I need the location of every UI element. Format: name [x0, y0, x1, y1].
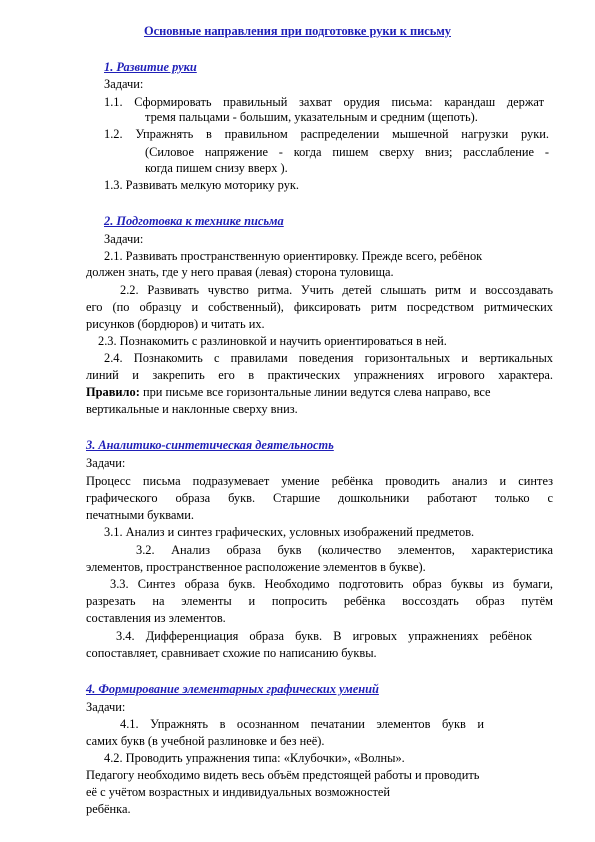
section-1-line: когда пишем снизу вверх ). [145, 161, 288, 175]
page-title: Основные направления при подготовке руки к письму [143, 24, 451, 38]
section-3-tasks-label: Задачи: [86, 456, 126, 470]
section-3-line: печатными буквами. [86, 508, 194, 522]
section-1-line: (Силовое напряжение - когда пишем сверху вниз; расслабление - [145, 145, 549, 159]
section-2-line: должен знать, где у него правая (левая) сторона туловища. [86, 265, 394, 279]
section-2-line: рисунков (бордюров) и читать их. [86, 317, 265, 331]
section-2-line: 2.3. Познакомить с разлиновкой и научить ориентироваться в ней. [98, 334, 447, 348]
section-2-tasks-label: Задачи: [104, 232, 144, 246]
section-4-heading: 4. Формирование элементарных графических умений [86, 682, 379, 696]
section-3-line: элементов, пространственное расположение элементов в букве). [86, 560, 426, 574]
section-1-line: 1.1. Сформировать правильный захват орудия письма: карандаш держат [104, 95, 544, 109]
section-3-line: разрезать на элементы и попросить ребёнка воссоздать образ путём [86, 594, 553, 608]
section-2-line: его (по образцу и собственный), фиксировать ритм посредством ритмических [86, 300, 553, 314]
section-3-line: Процесс письма подразумевает умение ребёнка проводить анализ и синтез [86, 474, 553, 488]
section-2-line: вертикальные и наклонные сверху вниз. [86, 402, 298, 416]
section-3-line: 3.3. Синтез образа букв. Необходимо подготовить образ буквы из бумаги, [110, 577, 553, 591]
section-1-line: 1.3. Развивать мелкую моторику рук. [104, 178, 300, 192]
section-1-tasks-label: Задачи: [104, 77, 144, 91]
section-3-line: сопоставляет, сравнивает схожие по написанию буквы. [86, 646, 377, 660]
section-4-line: её с учётом возрастных и индивидуальных возможностей [86, 785, 391, 799]
section-2-line: 2.4. Познакомить с правилами поведения горизонтальных и вертикальных [104, 351, 553, 365]
section-4-line: самих букв (в учебной разлиновке и без неё). [86, 734, 325, 748]
section-3-heading: 3. Аналитико-синтетическая деятельность [86, 438, 334, 452]
section-2-rule-label [86, 385, 491, 400]
section-4-line: 4.1. Упражнять в осознанном печатании элементов букв и [120, 717, 484, 731]
section-2-line: линий и закрепить его в практических упражнениях игрового характера. [86, 368, 553, 382]
section-1-heading: 1. Развитие руки [104, 60, 197, 74]
section-2-heading: 2. Подготовка к технике письма [104, 214, 284, 228]
section-3-line: 3.4. Дифференциация образа букв. В игровых упражнениях ребёнок [116, 629, 532, 643]
section-3-line: составления из элементов. [86, 611, 226, 625]
section-4-line: 4.2. Проводить упражнения типа: «Клубочки», «Волны». [104, 751, 405, 765]
section-2-line: 2.2. Развивать чувство ритма. Учить детей слышать ритм и воссоздавать [120, 283, 553, 297]
section-2-line: при письме все горизонтальные линии ведутся слева направо, все [142, 385, 491, 399]
section-4-line: ребёнка. [86, 802, 131, 816]
section-4-tasks-label: Задачи: [86, 700, 126, 714]
rule-label: Правило: [86, 385, 140, 399]
section-4-line: Педагогу необходимо видеть весь объём предстоящей работы и проводить [86, 768, 480, 782]
section-1-line: тремя пальцами - большим, указательным и средним (щепоть). [145, 110, 478, 124]
section-3-line: 3.2. Анализ образа букв (количество элементов, характеристика [136, 543, 553, 557]
section-1-line: 1.2. Упражнять в правильном распределении мышечной нагрузки руки. [104, 127, 549, 141]
section-3-line: 3.1. Анализ и синтез графических, условных изображений предметов. [104, 525, 475, 539]
section-2-line: 2.1. Развивать пространственную ориентировку. Прежде всего, ребёнок [104, 249, 483, 263]
section-3-line: графического образа букв. Старшие дошкольники работают только с [86, 491, 553, 505]
